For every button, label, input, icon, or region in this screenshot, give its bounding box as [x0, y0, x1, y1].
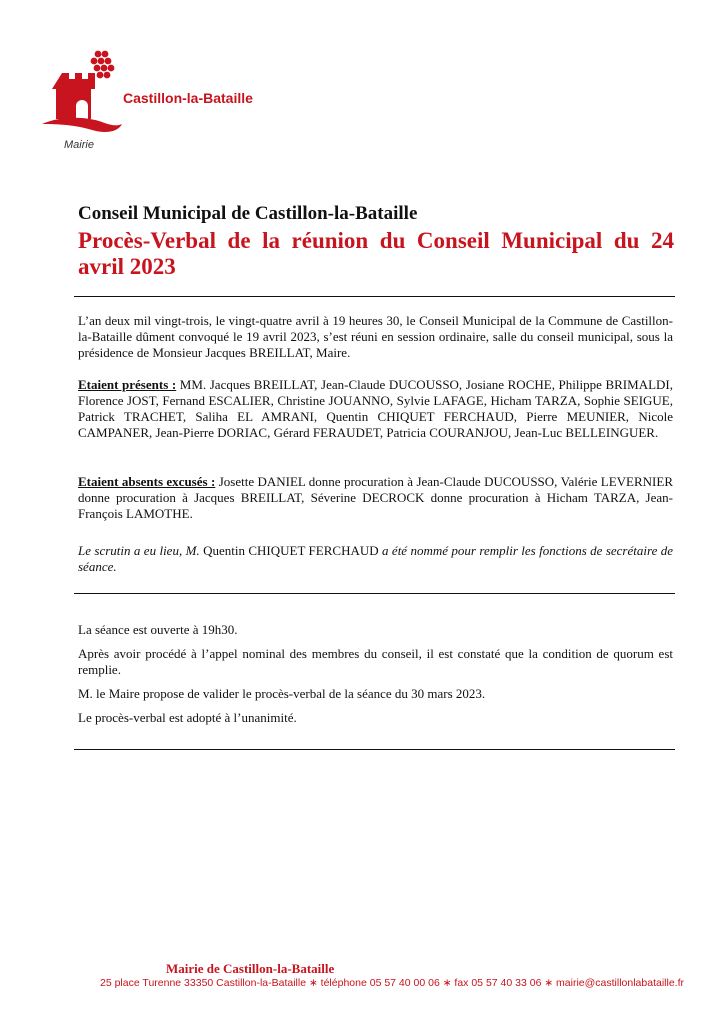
- document-header: [78, 203, 674, 280]
- absents-section: [78, 474, 673, 522]
- divider-top: [74, 296, 675, 297]
- secretary-paragraph: [78, 543, 673, 575]
- secretary-name: Quentin CHIQUET FERCHAUD: [203, 543, 379, 558]
- absents-label: Etaient absents excusés :: [78, 474, 216, 489]
- presents-label: Etaient présents :: [78, 377, 177, 392]
- secretary-text-start: Le scrutin a eu lieu, M.: [78, 543, 204, 558]
- presents-section: [78, 377, 673, 441]
- seance-proposal: M. le Maire propose de valider le procès-verbal de la séance du 30 mars 2023.: [78, 686, 486, 701]
- seance-adoption: Le procès-verbal est adopté à l’unanimité.: [78, 710, 297, 725]
- logo-name: Castillon-la-Bataille: [123, 90, 253, 106]
- secretary-text-end: a été nommé pour remplir les fonctions de secrétaire de séance.: [78, 543, 674, 574]
- divider-bottom: [74, 749, 675, 750]
- absents-paragraph: [78, 474, 673, 522]
- logo-subtitle: Mairie: [64, 139, 94, 151]
- footer-name: Mairie de Castillon-la-Bataille: [166, 961, 335, 976]
- council-heading: Conseil Municipal de Castillon-la-Bataille: [78, 203, 418, 224]
- seance-section: [78, 622, 673, 734]
- divider-middle: [74, 593, 675, 594]
- absents-list: Josette DANIEL donne procuration à Jean-Claude DUCOUSSO, Valérie LEVERNIER donne procuration à Jacques BREILLAT, Séverine DECROCK donne procuration à Hicham TARZA, Jean-François LAMOTHE.: [78, 474, 673, 521]
- presents-list: MM. Jacques BREILLAT, Jean-Claude DUCOUSSO, Josiane ROCHE, Philippe BRIMALDI, Florence JOST, Fernand ESCALIER, Christine JOUANNO, Sylvie LAFAGE, Hicham TARZA, Sophie SEIGUE, Patrick TRACHET, Saliha EL AMRANI, Quentin CHIQUET FERCHAUD, Pierre MEUNIER, Nicole CAMPANER, Jean-Pierre DORIAC, Gérard FERAUDET, Patricia COURANJOU, Jean-Luc BELLEINGUER.: [78, 377, 673, 440]
- seance-opening: La séance est ouverte à 19h30.: [78, 622, 238, 637]
- intro-paragraph: L’an deux mil vingt-trois, le vingt-quatre avril à 19 heures 30, le Conseil Municipal de la Commune de Castillon-la-Bataille dûment convoqué le 19 avril 2023, s’est réuni en session ordinaire, salle du conseil municipal, sous la présidence de Monsieur Jacques BREILLAT, Maire.: [78, 313, 673, 360]
- intro-section: [78, 313, 673, 361]
- secretary-section: [78, 543, 673, 575]
- document-title: Procès-Verbal de la réunion du Conseil Municipal du 24 avril 2023: [78, 228, 674, 279]
- presents-paragraph: [78, 377, 673, 441]
- footer-address: 25 place Turenne 33350 Castillon-la-Bataille ∗ téléphone 05 57 40 00 06 ∗ fax 05 57 40 33 06 ∗ mairie@castillonlabataille.fr: [100, 977, 685, 989]
- seance-quorum: Après avoir procédé à l’appel nominal des membres du conseil, il est constaté que la condition de quorum est remplie.: [78, 646, 673, 677]
- municipal-logo: [40, 40, 255, 155]
